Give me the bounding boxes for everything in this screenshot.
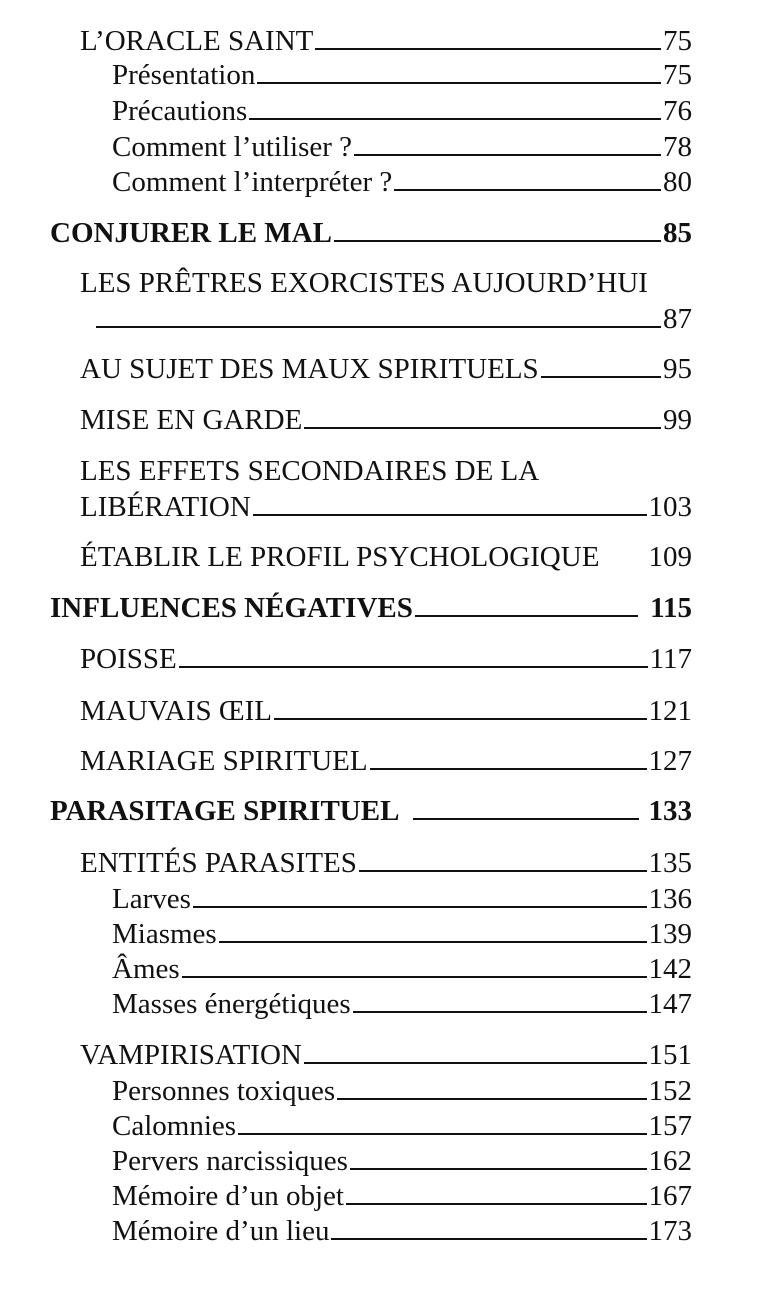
toc-entry-label: Pervers narcissiques <box>112 1145 348 1177</box>
toc-entry[interactable] <box>80 1038 692 1073</box>
toc-entry-leader-line <box>80 490 692 525</box>
toc-entry-label: Précautions <box>112 95 248 127</box>
toc-entry[interactable] <box>80 266 692 337</box>
toc-leader-line <box>346 1203 647 1205</box>
toc-entry-page: 78 <box>663 131 692 163</box>
toc-entry-label: L’ORACLE SAINT <box>80 25 314 57</box>
toc-entry-page: 157 <box>648 1110 692 1142</box>
toc-entry-page: 80 <box>663 166 692 198</box>
toc-leader-line <box>334 240 661 242</box>
toc-entry-page: 136 <box>648 883 692 915</box>
toc-leader-line <box>394 189 661 191</box>
toc-leader-line <box>257 82 661 84</box>
toc-leader-line <box>193 906 647 908</box>
toc-entry[interactable] <box>80 24 692 59</box>
toc-entry-label: Âmes <box>112 953 180 985</box>
toc-entry-page: 151 <box>648 1039 692 1071</box>
toc-entry-page: 117 <box>649 643 692 675</box>
toc-leader-line <box>359 870 647 872</box>
toc-entry-label: Miasmes <box>112 918 217 950</box>
toc-entry-label: Mémoire d’un lieu <box>112 1215 330 1247</box>
toc-leader-line <box>415 615 638 617</box>
toc-leader-line <box>253 514 647 516</box>
toc-entry-label: Personnes toxiques <box>112 1075 336 1107</box>
toc-leader-line <box>238 1133 646 1135</box>
toc-entry-page: 167 <box>648 1180 692 1212</box>
toc-entry[interactable] <box>80 694 692 729</box>
toc-leader-line <box>219 941 647 943</box>
toc-leader-line <box>541 376 661 378</box>
toc-section-entry[interactable] <box>50 591 692 626</box>
toc-entry-page: 76 <box>663 95 692 127</box>
toc-entry-label: Larves <box>112 883 191 915</box>
toc-entry[interactable] <box>112 1179 692 1214</box>
toc-entry-page: 147 <box>648 988 692 1020</box>
toc-entry[interactable] <box>112 94 692 129</box>
toc-leader-line <box>315 48 661 50</box>
toc-leader-line <box>353 1011 647 1013</box>
toc-entry-label: Mémoire d’un objet <box>112 1180 344 1212</box>
toc-entry-label: Comment l’utiliser ? <box>112 131 353 163</box>
toc-entry-page: 139 <box>648 918 692 950</box>
toc-entry-label-continued: LIBÉRATION <box>80 491 251 523</box>
toc-entry[interactable] <box>80 403 692 438</box>
toc-entry-page: 99 <box>663 404 692 436</box>
toc-entry[interactable] <box>112 917 692 952</box>
toc-entry-label: Comment l’interpréter ? <box>112 166 393 198</box>
toc-leader-line <box>413 818 638 820</box>
toc-entry-page: 109 <box>648 541 692 573</box>
toc-leader-line <box>331 1238 646 1240</box>
toc-entry-label: LES PRÊTRES EXORCISTES AUJOURD’HUI <box>80 267 648 299</box>
toc-entry[interactable] <box>80 540 692 575</box>
toc-entry-page: 162 <box>648 1145 692 1177</box>
toc-entry-label: MISE EN GARDE <box>80 404 303 436</box>
toc-entry[interactable] <box>112 130 692 165</box>
toc-entry-label: INFLUENCES NÉGATIVES <box>50 592 413 624</box>
toc-leader-line <box>179 666 648 668</box>
toc-entry-label: Calomnies <box>112 1110 237 1142</box>
toc-entry-page: 95 <box>663 353 692 385</box>
toc-entry[interactable] <box>80 846 692 881</box>
toc-leader-line <box>350 1168 647 1170</box>
toc-leader-line <box>304 1062 647 1064</box>
toc-leader-line <box>96 326 661 328</box>
toc-entry-page: 173 <box>648 1215 692 1247</box>
toc-entry-page: 135 <box>648 847 692 879</box>
toc-leader-line <box>249 118 661 120</box>
toc-entry-label: AU SUJET DES MAUX SPIRITUELS <box>80 353 539 385</box>
toc-entry[interactable] <box>112 987 692 1022</box>
toc-entry[interactable] <box>112 882 692 917</box>
toc-entry-page: 127 <box>648 745 692 777</box>
toc-entry-label: Masses énergétiques <box>112 988 351 1020</box>
toc-entry-label-line <box>80 454 692 489</box>
toc-entry[interactable] <box>80 352 692 387</box>
toc-entry[interactable] <box>80 642 692 677</box>
toc-entry-page: 142 <box>648 953 692 985</box>
toc-leader-line <box>304 427 661 429</box>
toc-entry-label: Présentation <box>112 59 256 91</box>
toc-leader-line <box>182 976 647 978</box>
toc-entry[interactable] <box>112 1144 692 1179</box>
toc-entry-label: POISSE <box>80 643 177 675</box>
toc-entry-page: 75 <box>663 59 692 91</box>
toc-entry[interactable] <box>112 165 692 200</box>
toc-entry[interactable] <box>80 744 692 779</box>
toc-entry-page: 85 <box>663 217 692 249</box>
toc-entry-label: LES EFFETS SECONDAIRES DE LA <box>80 455 540 487</box>
toc-leader-line <box>354 154 661 156</box>
toc-section-entry[interactable] <box>50 794 692 829</box>
toc-entry[interactable] <box>80 454 692 525</box>
toc-leader-line <box>337 1098 646 1100</box>
toc-entry[interactable] <box>112 58 692 93</box>
toc-entry[interactable] <box>112 1214 692 1249</box>
toc-entry-label-line <box>80 266 692 301</box>
toc-entry-page: 133 <box>648 795 692 827</box>
toc-entry-label: MAUVAIS ŒIL <box>80 695 273 727</box>
toc-entry-label: ENTITÉS PARASITES <box>80 847 357 879</box>
toc-leader-line <box>274 718 646 720</box>
toc-entry-leader-line <box>80 302 692 337</box>
toc-entry[interactable] <box>112 1074 692 1109</box>
toc-section-entry[interactable] <box>50 216 692 251</box>
toc-entry-label: MARIAGE SPIRITUEL <box>80 745 368 777</box>
toc-leader-line <box>370 768 647 770</box>
toc-entry-label: CONJURER LE MAL <box>50 217 332 249</box>
toc-entry-page: 152 <box>648 1075 692 1107</box>
toc-entry-page: 115 <box>650 592 692 624</box>
toc-entry-label: PARASITAGE SPIRITUEL <box>50 795 400 827</box>
toc-entry-page: 75 <box>663 25 692 57</box>
toc-entry[interactable] <box>112 952 692 987</box>
toc-entry-label: VAMPIRISATION <box>80 1039 302 1071</box>
toc-entry-label: ÉTABLIR LE PROFIL PSYCHOLOGIQUE <box>80 541 600 573</box>
toc-entry-page: 87 <box>663 303 692 335</box>
toc-entry-page: 103 <box>648 491 692 523</box>
toc-entry[interactable] <box>112 1109 692 1144</box>
toc-entry-page: 121 <box>648 695 692 727</box>
